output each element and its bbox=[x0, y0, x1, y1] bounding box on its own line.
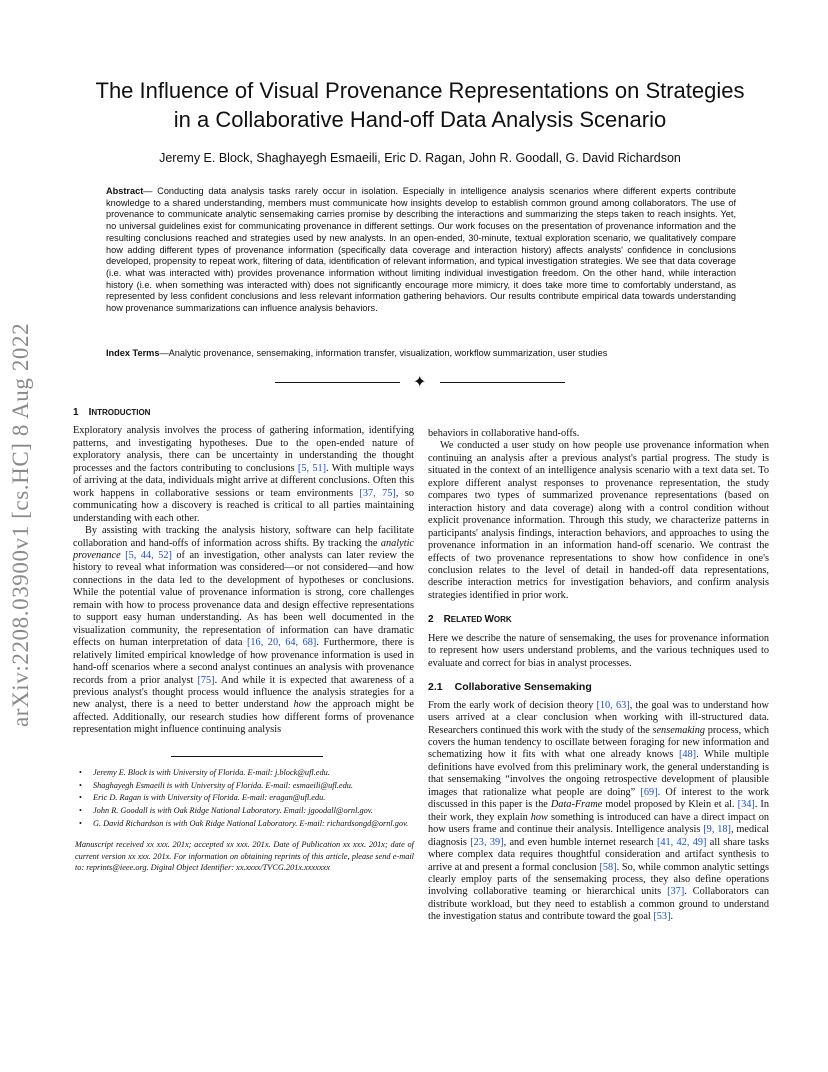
title-line-1: The Influence of Visual Provenance Representations on Strategies bbox=[95, 78, 745, 103]
heading-initial: I bbox=[88, 407, 92, 418]
citation-link[interactable]: [41, 42, 49] bbox=[656, 836, 707, 848]
citation-link[interactable]: [16, 20, 64, 68] bbox=[246, 637, 317, 649]
citation-link[interactable]: [69] bbox=[640, 786, 658, 798]
divider-line-right bbox=[440, 382, 565, 383]
subsection-number: 2.1 bbox=[428, 681, 443, 694]
index-terms-label: Index Terms bbox=[106, 348, 160, 358]
author-list: Jeremy E. Block, Shaghayegh Esmaeili, Eric D. Ragan, John R. Goodall, G. David Richardson bbox=[159, 151, 681, 165]
footnote-item: • G. David Richardson is with Oak Ridge National Laboratory. E-mail: richardsongd@ornl.gov. bbox=[73, 818, 414, 829]
section-number: 2 bbox=[428, 614, 434, 626]
manuscript-note: Manuscript received xx xxx. 201x; accepted xx xxx. 201x. Date of Publication xx xxx. 201x; date of current version xx xxx. 201x. For information on obtaining reprints of this article, please send e-mail to: reprints@ieee.org. Digital Object Identifier: xx.xxxx/TVCG.201x.xxxxxxx bbox=[75, 840, 414, 872]
footnote-rule bbox=[171, 756, 323, 757]
divider-line-left bbox=[275, 382, 400, 383]
abstract-label: Abstract bbox=[106, 186, 144, 196]
citation-link[interactable]: [5, 44, 52] bbox=[125, 549, 172, 561]
abstract-text: — Conducting data analysis tasks rarely occur in isolation. Especially in intelligence analysis scenarios where different experts contribute knowledge to a shared understanding, members must communicate how insights develop to establish common ground among collaborators. The use of provenance to communicate analytic sensemaking carries promise by describing the interactions and summarizing the steps taken to reach insights. Yet, no universal guidelines exist for communicating provenance in different settings. Our work focuses on the presentation of provenance information and the resulting conclusions reached and strategies used by new analysts. In an open-ended, 30-minute, textual exploration scenario, we qualitatively compare how adding different types of provenance information (specifically data coverage and interaction history) affects analysts' confidence in conclusions developed, propensity to repeat work, filtering of data, identification of relevant information, and typical investigation strategies. We see that data coverage (i.e. what was interacted with) provides provenance information without limiting individual investigation freedom. On the other hand, while interaction history (i.e. when something was interacted with) does not significantly encourage more mimicry, it does take more time to comfortably understand, as represented by less confident conclusions and less relevant information gathering behaviors. Our results contribute empirical data towards understanding how provenance summarizations can influence analysis behaviors. bbox=[106, 186, 736, 314]
citation-link[interactable]: [37] bbox=[667, 886, 685, 898]
intro-paragraph-continued: behaviors in collaborative hand-offs. bbox=[428, 428, 580, 439]
section-divider bbox=[275, 372, 565, 391]
citation-link[interactable]: [75] bbox=[197, 674, 215, 686]
citation-link[interactable]: [53] bbox=[653, 911, 671, 923]
arxiv-identifier: arXiv:2208.03900v1 [cs.HC] 8 Aug 2022 bbox=[8, 322, 33, 728]
paper-title bbox=[70, 76, 770, 134]
related-work-intro: Here we describe the nature of sensemaking, the uses for provenance information to represent how users understand problems, and the various techniques used to evaluate and correct for bias in analyst processes. bbox=[428, 632, 769, 669]
citation-link[interactable]: [5, 51] bbox=[297, 462, 327, 474]
intro-paragraph-1: Exploratory analysis involves the process of gathering information, identifying patterns, and investigating hypotheses. Due to the open-ended nature of exploratory analysis, there can be uncertainty in understanding the thought processes and the factors contributing to conclusions [5, 51]. With multiple ways of arriving at the data, individuals might arrive at different conclusions. Often this work happens in collaborative sessions or team environments [37, 75], so communicating how a discovery is reached is critical to all parties maintaining understanding with each other. bbox=[73, 425, 414, 524]
footnote-item: • Shaghayegh Esmaeili is with University of Florida. E-mail: esmaeili@ufl.edu. bbox=[73, 780, 414, 791]
abstract bbox=[106, 186, 736, 315]
right-column bbox=[428, 428, 769, 924]
title-line-2: in a Collaborative Hand-off Data Analysis Scenario bbox=[173, 107, 667, 132]
footnote-item: • Eric D. Ragan is with University of Florida. E-mail: eragan@ufl.edu. bbox=[73, 792, 414, 803]
citation-link[interactable]: [58] bbox=[599, 861, 617, 873]
citation-link[interactable]: [34] bbox=[737, 799, 755, 811]
section-heading-related-work: 2 RELATED WORK bbox=[428, 614, 512, 626]
intro-paragraph-3: We conducted a user study on how people use provenance information when continuing an analysis after a previous analyst's partial progress. The study is situated in the context of an intelligence analysis scenario with a text data set. To explore different analyst responses to provenance representation, the study compares two types of summarized provenance representations (based on interaction history and data coverage) along with a control condition without explicit provenance information. Through this study, we characterize patterns in participants' analysis findings, interaction behaviors, and approaches to using the provenance information in an information hand-off scenario. We contrast the effects of two provenance representations to show how confidence in one's conclusion relates to the level of detail in handed-off data representations, describe interaction metrics for investigation behaviors, and confirm analysis strategies identified in prior work. bbox=[428, 440, 769, 601]
citation-link[interactable]: [9, 18] bbox=[703, 824, 731, 836]
section-heading-introduction bbox=[73, 407, 414, 419]
footnote-item: • Jeremy E. Block is with University of Florida. E-mail: j.block@ufl.edu. bbox=[73, 767, 414, 778]
heading-rest: NTRODUCTION bbox=[91, 408, 151, 417]
sensemaking-paragraph: From the early work of decision theory [10, 63], the goal was to understand how users arrived at a clear conclusion when working with ill-structured data. Researchers continued this work with the study of the sensemaking process, which covers the human tendency to oscillate between foraging for new information and schematizing how it fits with what one already knows [48]. While multiple definitions have evolved from this preliminary work, the general understanding is that sensemaking “involves the ongoing retrospective development of plausible images that rationalize what people are doing” [69]. Of interest to the work discussed in this paper is the Data-Frame model proposed by Klein et al. [34]. In their work, they explain how something is introduced can have a direct impact on how users frame and continue their analysis. Intelligence analysis [9, 18], medical diagnosis [23, 39], and even humble internet research [41, 42, 49] all share tasks where complex data requires thoughtful consideration and artifact synthesis to arrive at and present a formal conclusion [58]. So, while common analytic settings clearly employ parts of the sensemaking process, they also define operations involving collaborative teaming or hierarchical units [37]. Collaborators can distribute workload, but they need to establish a common ground to understand the investigation status and contribute toward the goal [53]. bbox=[428, 699, 770, 923]
subsection-title: Collaborative Sensemaking bbox=[454, 681, 592, 694]
intro-paragraph-2: By assisting with tracking the analysis history, software can help facilitate collaboration and hand-offs of information across shifts. By tracking the analytic provenance [5, 44, 52] of an investigation, other analysts can later review the history to reveal what information was considered—or not considered—and how connections in the data led to the development of hypotheses or conclusions. While the potential value of provenance information is strong, core challenges remain with how to process provenance data and design effective representations to support easy human understanding. As has been well documented in the visualization community, the representation of information can have dramatic effects on human interpretation of data [16, 20, 64, 68]. Furthermore, there is relatively limited empirical knowledge of how provenance information is used in hand-off scenarios where a second analyst continues an analysis with provenance records from a prior analyst [75]. And while it is expected that awareness of a previous analyst's thought process would influence the analysis strategies for a new analyst, there is a need to better understand how the approach might be affected. Additionally, our research studies how different forms of provenance representation might influence continuing analysis bbox=[73, 525, 415, 736]
citation-link[interactable]: [10, 63] bbox=[596, 699, 630, 711]
footnote-item: • John R. Goodall is with Oak Ridge National Laboratory. Email: jgoodall@ornl.gov. bbox=[73, 805, 414, 816]
citation-link[interactable]: [23, 39] bbox=[470, 836, 504, 848]
left-column bbox=[73, 407, 414, 873]
citation-link[interactable]: [48] bbox=[678, 749, 697, 761]
subsection-heading-collaborative-sensemaking bbox=[428, 681, 769, 693]
index-terms-text: —Analytic provenance, sensemaking, information transfer, visualization, workflow summarization, user studies bbox=[159, 348, 608, 358]
author-affiliations bbox=[73, 767, 414, 829]
section-number: 1 bbox=[73, 407, 79, 418]
citation-link[interactable]: [37, 75] bbox=[359, 487, 396, 499]
diamond-star-icon: ✦ bbox=[413, 372, 427, 391]
index-terms bbox=[106, 348, 736, 360]
